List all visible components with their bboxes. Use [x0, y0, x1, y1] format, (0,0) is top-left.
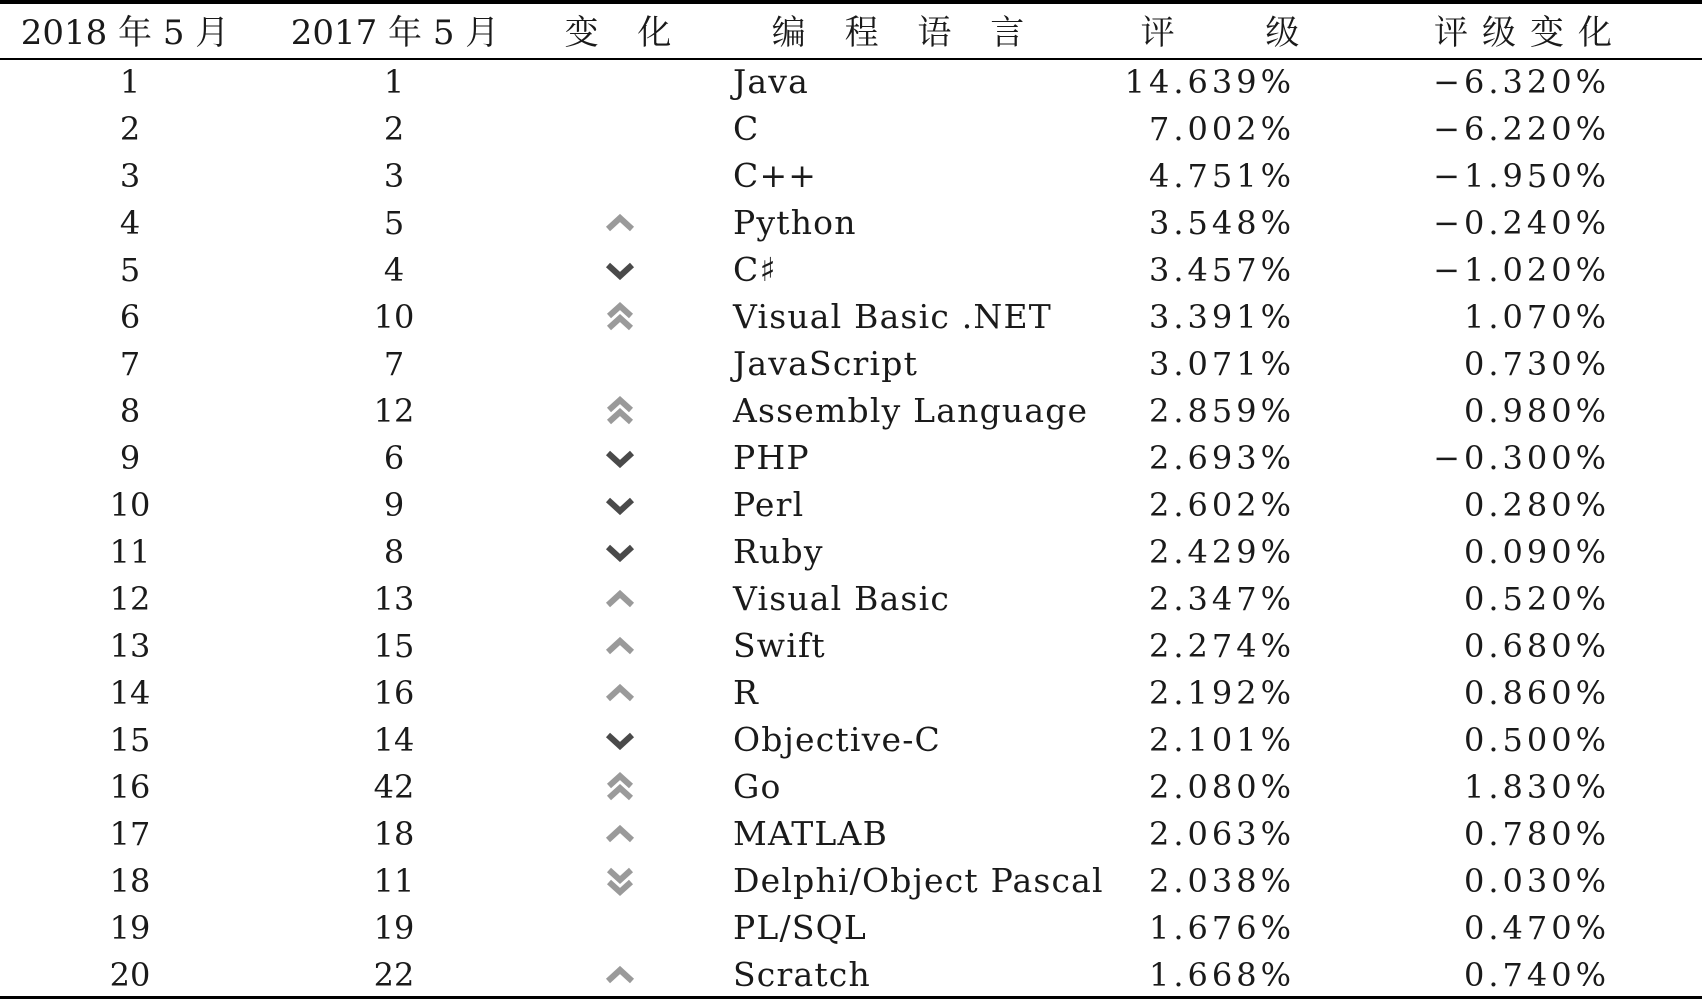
language-cell: C [733, 109, 760, 148]
language-cell: Java [733, 62, 810, 101]
rank-2017-cell: 11 [373, 861, 415, 900]
language-cell: Visual Basic [733, 579, 951, 618]
language-cell: C♯ [733, 250, 777, 289]
change-cell [570, 293, 670, 340]
double-up-icon [602, 769, 638, 805]
up-icon [602, 957, 638, 993]
rank-2017-cell: 16 [373, 673, 415, 712]
rating-cell: 2.080% [1148, 767, 1295, 806]
language-cell: Delphi/Object Pascal [733, 861, 1104, 900]
rank-2018-cell: 15 [109, 720, 151, 759]
rating-cell: 7.002% [1148, 109, 1295, 148]
table-row [0, 575, 1702, 622]
up-icon [602, 628, 638, 664]
table-row [0, 293, 1702, 340]
rank-2018-cell: 11 [109, 532, 151, 571]
up-icon [602, 816, 638, 852]
header-rank-2018: 2018 年 5 月 [20, 12, 230, 53]
rating-change-cell: 0.520% [1463, 579, 1610, 618]
rank-2018-cell: 14 [109, 673, 151, 712]
table-row [0, 528, 1702, 575]
rating-change-cell: 0.280% [1463, 485, 1610, 524]
rating-change-cell: 1.830% [1463, 767, 1610, 806]
rank-2018-cell: 12 [109, 579, 151, 618]
table-row [0, 387, 1702, 434]
up-icon [602, 581, 638, 617]
language-cell: PHP [733, 438, 810, 477]
language-cell: Python [733, 203, 857, 242]
table-row [0, 669, 1702, 716]
rating-cell: 2.347% [1148, 579, 1295, 618]
change-cell [570, 434, 670, 481]
rating-cell: 2.859% [1148, 391, 1295, 430]
rating-cell: 3.391% [1148, 297, 1295, 336]
table-row [0, 199, 1702, 246]
rank-2018-cell: 20 [109, 955, 151, 994]
rating-change-cell: 0.780% [1463, 814, 1610, 853]
double-down-icon [602, 863, 638, 899]
rank-2017-cell: 12 [373, 391, 415, 430]
rank-2017-cell: 10 [373, 297, 415, 336]
rank-2018-cell: 3 [119, 156, 141, 195]
rank-2018-cell: 1 [119, 62, 141, 101]
rank-2017-cell: 9 [383, 485, 405, 524]
rating-cell: 14.639% [1124, 62, 1295, 101]
header-change: 变 化 [564, 12, 686, 53]
header-rating-change: 评级变化 [1434, 12, 1626, 53]
language-cell: C++ [733, 156, 818, 195]
table-row [0, 246, 1702, 293]
rating-change-cell: 0.860% [1463, 673, 1610, 712]
language-cell: Scratch [733, 955, 871, 994]
rank-2017-cell: 6 [383, 438, 405, 477]
language-cell: Ruby [733, 532, 824, 571]
change-cell [570, 105, 670, 152]
rating-cell: 1.676% [1148, 908, 1295, 947]
rating-cell: 3.548% [1148, 203, 1295, 242]
change-cell [570, 810, 670, 857]
change-cell [570, 481, 670, 528]
table-row [0, 904, 1702, 951]
rating-change-cell: 0.980% [1463, 391, 1610, 430]
rating-change-cell: −0.300% [1433, 438, 1610, 477]
change-cell [570, 716, 670, 763]
language-cell: PL/SQL [733, 908, 868, 947]
table-row [0, 622, 1702, 669]
rating-change-cell: −1.020% [1433, 250, 1610, 289]
header-rank-2017: 2017 年 5 月 [290, 12, 500, 53]
table-row [0, 340, 1702, 387]
change-cell [570, 199, 670, 246]
change-cell [570, 575, 670, 622]
rank-2017-cell: 22 [373, 955, 415, 994]
language-cell: MATLAB [733, 814, 889, 853]
rank-2018-cell: 17 [109, 814, 151, 853]
table-row [0, 152, 1702, 199]
rating-change-cell: 0.740% [1463, 955, 1610, 994]
down-icon [602, 440, 638, 476]
rating-change-cell: −6.320% [1433, 62, 1610, 101]
up-icon [602, 205, 638, 241]
rank-2018-cell: 10 [109, 485, 151, 524]
double-up-icon [602, 299, 638, 335]
change-cell [570, 669, 670, 716]
rating-cell: 2.429% [1148, 532, 1295, 571]
rating-cell: 2.693% [1148, 438, 1295, 477]
table-row [0, 951, 1702, 998]
rank-2018-cell: 18 [109, 861, 151, 900]
rank-2017-cell: 2 [383, 109, 405, 148]
language-cell: Objective-C [733, 720, 942, 759]
rank-2017-cell: 5 [383, 203, 405, 242]
up-icon [602, 675, 638, 711]
rank-2017-cell: 15 [373, 626, 415, 665]
rank-2018-cell: 13 [109, 626, 151, 665]
rating-change-cell: −6.220% [1433, 109, 1610, 148]
change-cell [570, 763, 670, 810]
rank-2017-cell: 1 [383, 62, 405, 101]
table-row [0, 481, 1702, 528]
table-row [0, 763, 1702, 810]
rank-2018-cell: 19 [109, 908, 151, 947]
language-cell: R [733, 673, 760, 712]
rating-change-cell: 0.500% [1463, 720, 1610, 759]
change-cell [570, 622, 670, 669]
rating-change-cell: 0.470% [1463, 908, 1610, 947]
header-rating: 评 级 [1140, 12, 1300, 53]
rating-change-cell: 0.730% [1463, 344, 1610, 383]
rating-cell: 2.063% [1148, 814, 1295, 853]
language-cell: Go [733, 767, 782, 806]
down-icon [602, 252, 638, 288]
change-cell [570, 528, 670, 575]
change-cell [570, 904, 670, 951]
rank-2018-cell: 16 [109, 767, 151, 806]
rank-2017-cell: 7 [383, 344, 405, 383]
change-cell [570, 857, 670, 904]
language-cell: Visual Basic .NET [733, 297, 1052, 336]
rating-cell: 3.457% [1148, 250, 1295, 289]
rating-change-cell: 0.680% [1463, 626, 1610, 665]
rank-2017-cell: 42 [373, 767, 415, 806]
rating-cell: 2.602% [1148, 485, 1295, 524]
down-icon [602, 722, 638, 758]
rating-change-cell: 0.030% [1463, 861, 1610, 900]
rank-2017-cell: 14 [373, 720, 415, 759]
rank-2017-cell: 18 [373, 814, 415, 853]
rating-cell: 2.192% [1148, 673, 1295, 712]
language-cell: JavaScript [733, 344, 919, 383]
header-language: 编 程 语 言 [771, 12, 1039, 53]
rating-cell: 2.038% [1148, 861, 1295, 900]
table-row [0, 105, 1702, 152]
rank-2018-cell: 6 [119, 297, 141, 336]
change-cell [570, 340, 670, 387]
rank-2018-cell: 8 [119, 391, 141, 430]
rank-2018-cell: 9 [119, 438, 141, 477]
rating-change-cell: 1.070% [1463, 297, 1610, 336]
rating-change-cell: 0.090% [1463, 532, 1610, 571]
change-cell [570, 951, 670, 998]
table-row [0, 857, 1702, 904]
rank-2018-cell: 7 [119, 344, 141, 383]
double-up-icon [602, 393, 638, 429]
rank-2018-cell: 4 [119, 203, 141, 242]
rank-2017-cell: 4 [383, 250, 405, 289]
rank-2017-cell: 13 [373, 579, 415, 618]
change-cell [570, 387, 670, 434]
down-icon [602, 534, 638, 570]
rank-2018-cell: 5 [119, 250, 141, 289]
table-row [0, 810, 1702, 857]
rating-cell: 2.274% [1148, 626, 1295, 665]
rating-cell: 3.071% [1148, 344, 1295, 383]
change-cell [570, 246, 670, 293]
language-cell: Swift [733, 626, 826, 665]
rating-change-cell: −0.240% [1433, 203, 1610, 242]
language-cell: Assembly Language [733, 391, 1089, 430]
rating-cell: 2.101% [1148, 720, 1295, 759]
table-row [0, 434, 1702, 481]
rating-cell: 1.668% [1148, 955, 1295, 994]
language-cell: Perl [733, 485, 805, 524]
change-cell [570, 58, 670, 105]
rating-cell: 4.751% [1148, 156, 1295, 195]
change-cell [570, 152, 670, 199]
rating-change-cell: −1.950% [1433, 156, 1610, 195]
rank-2018-cell: 2 [119, 109, 141, 148]
rank-2017-cell: 3 [383, 156, 405, 195]
table-row [0, 58, 1702, 105]
rank-2017-cell: 8 [383, 532, 405, 571]
down-icon [602, 487, 638, 523]
rank-2017-cell: 19 [373, 908, 415, 947]
table-row [0, 716, 1702, 763]
